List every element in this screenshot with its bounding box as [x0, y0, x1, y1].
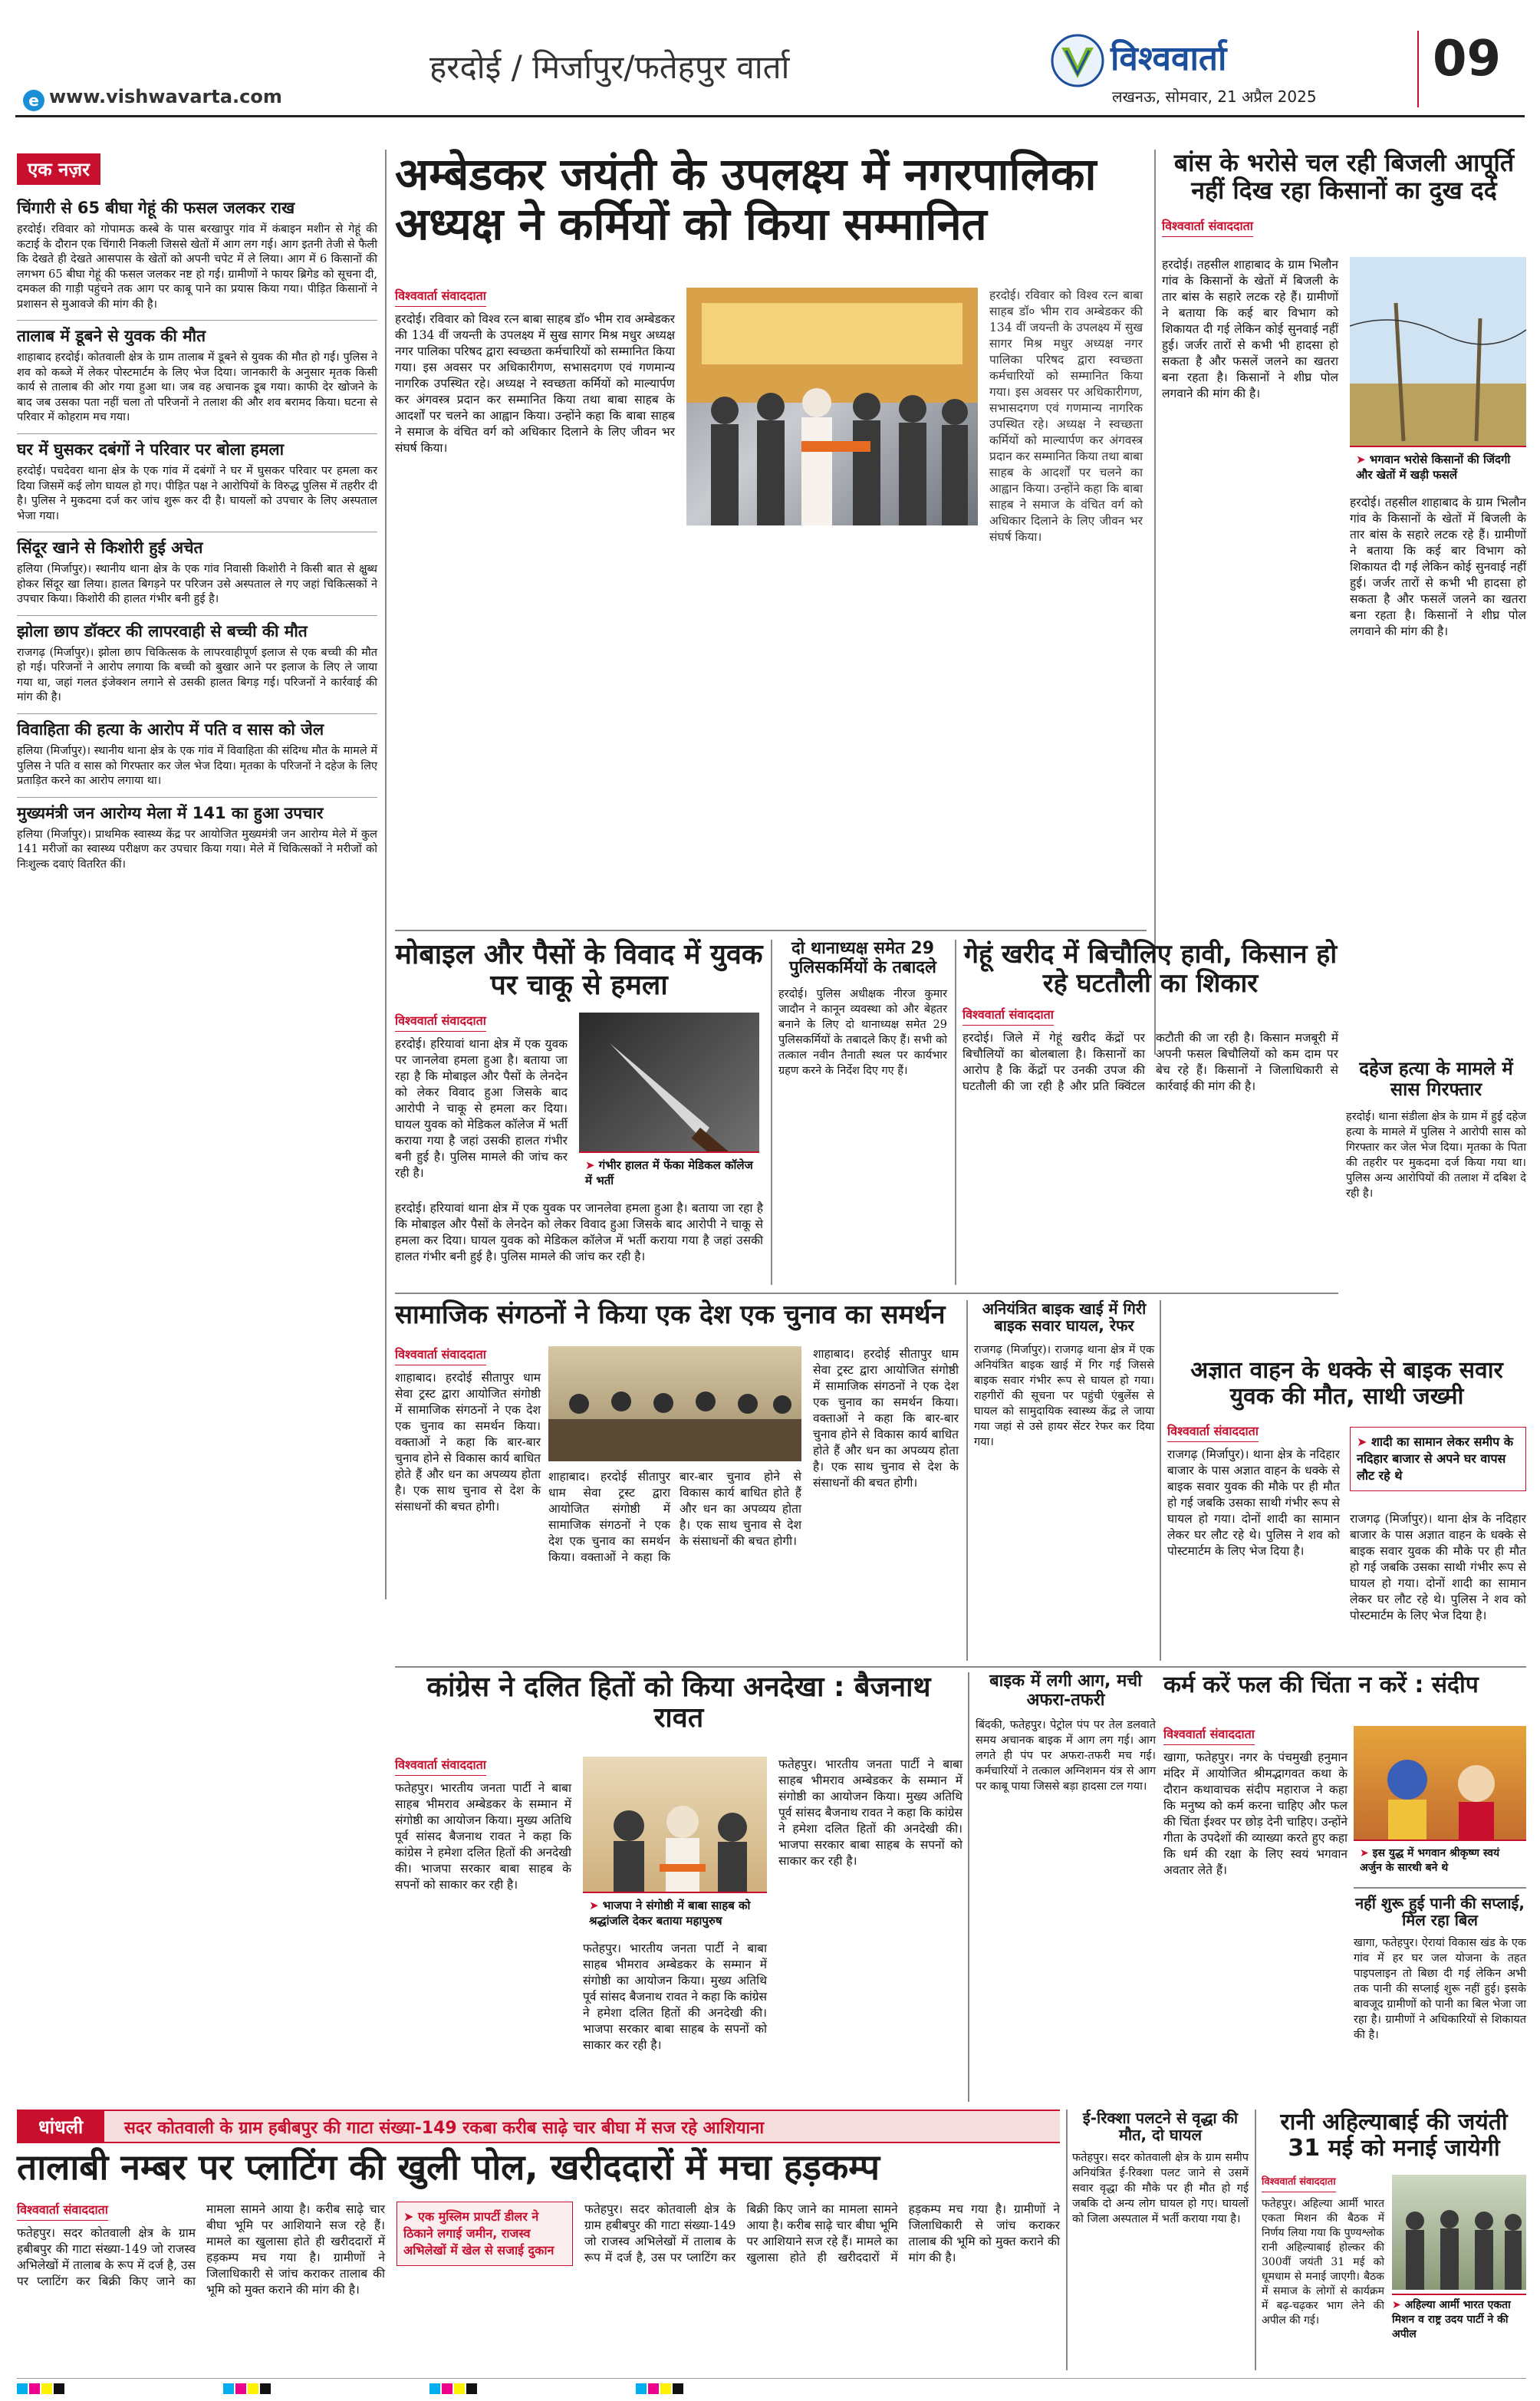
caption-marker-icon: ➤ [1356, 453, 1370, 466]
meeting-photo-icon [548, 1346, 801, 1461]
print-registration-bar [17, 2378, 1526, 2396]
brief-body: हलिया (मिर्जापुर)। स्थानीय थाना क्षेत्र के एक गांव निवासी किशोरी ने किसी बात से क्षुब्ध होकर सिंदूर खा लिया। हालत बिगड़ने पर परिजन उसे अस्पताल ले गए जहां चिकित्सकों ने उपचार किया। किशोरी की हालत गंभीर बनी हुई है। [17, 563, 377, 606]
lead-body-col2 [989, 288, 1143, 917]
bike-ditch-headline: अनियंत्रित बाइक खाई में गिरी बाइक सवार घायल, रेफर [982, 1299, 1147, 1336]
congress-photo [583, 1757, 767, 1933]
lead-body-continued: हरदोई। रविवार को विश्व रत्न बाबा साहब डॉ० भीम राव अम्बेडकर की 134 वीं जयन्ती के उपलक्ष्य में सुख सागर मिश्र मधुर अध्यक्ष नगर पालिका परिषद द्वारा स्वच्छता कर्मचारियों को सम्मानित किया गया। इस अवसर पर अधिकारीगण, सभासदगण एवं गणमान्य नागरिक उपस्थित रहे। अध्यक्ष ने स्वच्छता कर्मियों को माल्यार्पण कर अंगवस्त्र प्रदान कर सम्मानित किया तथा बाबा साहब के आदर्शों पर चलने का आह्वान किया। उन्होंने कहा कि बाबा साहब ने समाज के वंचित वर्ग को अधिकार दिलाने के लिए जीवन भर संघर्ष किया। [989, 288, 1143, 544]
group-photo-icon [1392, 2175, 1526, 2290]
congress-byline: विश्ववार्ता संवाददाता [395, 1757, 486, 1776]
banner-tag: धांधली [17, 2111, 104, 2142]
transfer-headline: दो थानाध्यक्ष समेत 29 पुलिसकर्मियों के तबादले [789, 939, 936, 977]
unknown-vehicle-byline: विश्ववार्ता संवाददाता [1167, 1423, 1259, 1442]
election-body: विश्ववार्ता संवाददाता शाहाबाद। हरदोई सीतापुर धाम सेवा ट्रस्ट द्वारा आयोजित संगोष्ठी में सामाजिक संगठनों ने एक देश एक चुनाव का समर्थन किया। वक्ताओं ने कहा कि बार-बार चुनाव होने से विकास कार्य बाधित होते हैं और धन का अपव्यय होता है। एक साथ चुनाव से देश के संसाधनों की बचत होगी। [395, 1347, 541, 1513]
congress-body-col2: फतेहपुर। भारतीय जनता पार्टी ने बाबा साहब भीमराव अम्बेडकर के सम्मान में संगोष्ठी का आयोजन किया। मुख्य अतिथि पूर्व सांसद बैजनाथ रावत ने कहा कि कांग्रेस ने हमेशा दलित हितों की अनदेखी की। भाजपा सरकार बाबा साहब के सपनों को साकार कर रही है। [583, 1942, 767, 2052]
banner-subhead: सदर कोतवाली के ग्राम हबीबपुर की गाटा संख्या-149 रकबा करीब साढ़े चार बीघा में सज रहे आशियाना [124, 2119, 765, 2138]
page-number: 09 [1433, 31, 1502, 87]
ie-globe-icon: e [23, 90, 44, 111]
karma-caption: ➤ इस युद्ध में भगवान श्रीकृष्ण स्वयं अर्जुन के सारथी बने थे [1354, 1839, 1526, 1879]
bottom-banner [17, 2110, 1060, 2143]
unknown-vehicle-callout: ➤ शादी का सामान लेकर समीप के नदिहार बाजार से अपने घर वापस लौट रहे थे [1350, 1427, 1526, 1491]
brief-body: हरदोई। पचदेवरा थाना क्षेत्र के एक गांव में दबंगों ने घर में घुसकर परिवार पर हमला कर दिया जिसमें कई लोग घायल हो गए। पीड़ित पक्ष ने आरोपियों के विरुद्ध पुलिस में तहरीर दी है। पुलिस ने मुकदमा दर्ज कर जांच शुरू कर दी है। घायलों को उपचार के लिए अस्पताल भेजा गया। [17, 465, 377, 522]
wheat-byline: विश्ववार्ता संवाददाता [962, 1006, 1054, 1026]
bamboo-headline: बांस के भरोसे चल रही बिजली आपूर्ति नहीं दिख रहा किसानों का दुख दर्द [1173, 148, 1515, 205]
ceremony-photo-icon [686, 288, 978, 525]
unknown-vehicle-body-col2: राजगढ़ (मिर्जापुर)। थाना क्षेत्र के नदिहार बाजार के पास अज्ञात वाहन के धक्के से बाइक सवार युवक की मौके पर ही मौत हो गई जबकि उसका साथी गंभीर रूप से घायल हो गया। दोनों शादी का सामान लेकर घर लौट रहे थे। पुलिस ने शव को पोस्टमार्टम के लिए भेज दिया है। [1350, 1512, 1526, 1622]
transfer-story [778, 940, 947, 1285]
dowry-headline: दहेज हत्या के मामले में सास गिरफ्तार [1359, 1058, 1513, 1100]
wheat-headline: गेहूं खरीद में बिचौलिए हावी, किसान हो रहे घटतौली का शिकार [963, 939, 1338, 1000]
karma-byline: विश्ववार्ता संवाददाता [1163, 1726, 1255, 1745]
wheat-body: हरदोई। जिले में गेहूं खरीद केंद्रों पर बिचौलियों का बोलबाला है। किसानों का आरोप है कि केंद्रों पर उनकी उपज की घटतौली की जा रही है और प्रति क्विंटल कटौती की जा रही है। किसान मजबूरी में अपनी फसल बिचौलियों को कम दाम पर बेच रहे हैं। किसानों ने जिलाधिकारी से कार्रवाई की मांग की है। [962, 1031, 1338, 1094]
lead-byline: विश्ववार्ता संवाददाता [395, 288, 486, 307]
lead-body-col1 [395, 288, 675, 917]
page-header [0, 0, 1540, 123]
caption-marker-icon: ➤ [589, 1899, 603, 1912]
plotting-sidebox: ➤ एक मुस्लिम प्रापर्टी डीलर ने ठिकाने लगाई जमीन, राजस्व अभिलेखों में खेल से सजाई दुकान [397, 2202, 573, 2266]
brief-body: हलिया (मिर्जापुर)। स्थानीय थाना क्षेत्र के एक गांव में विवाहिता की संदिग्ध मौत के मामले में पुलिस ने पति व सास को गिरफ्तार कर जेल भेज दिया। मृतका के परिजनों ने दहेज के लिए प्रताड़ित करने का आरोप लगाया था। [17, 745, 377, 788]
congress-body: विश्ववार्ता संवाददाता फतेहपुर। भारतीय जनता पार्टी ने बाबा साहब भीमराव अम्बेडकर के सम्मान में संगोष्ठी का आयोजन किया। मुख्य अतिथि पूर्व सांसद बैजनाथ रावत ने कहा कि कांग्रेस ने हमेशा दलित हितों की अनदेखी की। भाजपा सरकार बाबा साहब के सपनों को साकार कर रही है। [395, 1757, 571, 1892]
ahilya-photo [1392, 2175, 1526, 2290]
erickshaw-story [1072, 2110, 1249, 2370]
unknown-vehicle-headline: अज्ञात वाहन के धक्के से बाइक सवार युवक की मौत, साथी जख्मी [1190, 1357, 1503, 1410]
election-body-col3: शाहाबाद। हरदोई सीतापुर धाम सेवा ट्रस्ट द्वारा आयोजित संगोष्ठी में सामाजिक संगठनों ने एक देश एक चुनाव का समर्थन किया। वक्ताओं ने कहा कि बार-बार चुनाव होने से विकास कार्य बाधित होते हैं और धन का अपव्यय होता है। एक साथ चुनाव से देश के संसाधनों की बचत होगी। [813, 1347, 959, 1490]
mobile-body-text: हरदोई। हरियावां थाना क्षेत्र में एक युवक पर जानलेवा हमला हुआ है। बताया जा रहा है कि मोबाइल और पैसों के लेनदेन को लेकर विवाद हुआ जिसके बाद आरोपी ने चाकू से हमला कर दिया। घायल युवक को मेडिकल कॉलेज में भर्ती कराया गया है जहां उसकी हालत गंभीर बनी हुई है। पुलिस मामले की जांच कर रही है। [395, 1037, 568, 1180]
plotting-headline: तालाबी नम्बर पर प्लाटिंग की खुली पोल, खरीददारों में मचा हड़कम्प [17, 2146, 880, 2188]
lead-photo [686, 288, 978, 525]
bamboo-byline: विश्ववार्ता संवाददाता [1162, 217, 1253, 237]
election-body-col2: शाहाबाद। हरदोई सीतापुर धाम सेवा ट्रस्ट द्वारा आयोजित संगोष्ठी में सामाजिक संगठनों ने एक देश एक चुनाव का समर्थन किया। वक्ताओं ने कहा कि बार-बार चुनाव होने से विकास कार्य बाधित होते हैं और धन का अपव्यय होता है। एक साथ चुनाव से देश के संसाधनों की बचत होगी। [548, 1470, 801, 1564]
election-byline: विश्ववार्ता संवाददाता [395, 1346, 486, 1365]
brief-headline: तालाब में डूबने से युवक की मौत [17, 320, 377, 346]
water-body: खागा, फतेहपुर। ऐरायां विकास खंड के एक गांव में हर घर जल योजना के तहत पाइपलाइन तो बिछा दी गई लेकिन अभी तक पानी की सप्लाई शुरू नहीं हुई। इसके बावजूद ग्रामीणों को पानी का बिल भेजा जा रहा है। ग्रामीणों ने अधिकारियों से शिकायत की है। [1354, 1936, 1526, 2041]
caption-marker-icon: ➤ [1360, 1847, 1373, 1859]
unknown-vehicle-story-main [1167, 1358, 1526, 1703]
ahilya-story [1262, 2110, 1526, 2370]
water-headline: नहीं शुरू हुई पानी की सप्लाई, मिल रहा बिल [1355, 1894, 1525, 1930]
mobile-story-continued: हरदोई। हरियावां थाना क्षेत्र में एक युवक पर जानलेवा हमला हुआ है। बताया जा रहा है कि मोबाइल और पैसों के लेनदेन को लेकर विवाद हुआ जिसके बाद आरोपी ने चाकू से हमला कर दिया। घायल युवक को मेडिकल कॉलेज में भर्ती कराया गया है जहां उसकी हालत गंभीर बनी हुई है। पुलिस मामले की जांच कर रही है। [395, 1201, 763, 1263]
brief-body: हलिया (मिर्जापुर)। प्राथमिक स्वास्थ्य केंद्र पर आयोजित मुख्यमंत्री जन आरोग्य मेले में कुल 141 मरीजों का स्वास्थ्य परीक्षण कर उपचार किया गया। मेले में चिकित्सकों ने मरीजों को निःशुल्क दवाएं वितरित कीं। [17, 828, 377, 871]
bamboo-caption: ➤ भगवान भरोसे किसानों की जिंदगी और खेतों में खड़ी फसलें [1350, 446, 1526, 487]
brief-headline: मुख्यमंत्री जन आरोग्य मेला में 141 का हुआ उपचार [17, 797, 377, 823]
bike-ditch-body: राजगढ़ (मिर्जापुर)। राजगढ़ थाना क्षेत्र में एक अनियंत्रित बाइक खाई में गिर गई जिससे बाइक सवार गंभीर रूप से घायल हो गया। राहगीरों की सूचना पर पहुंची एंबुलेंस से घायल को सामुदायिक स्वास्थ्य केंद्र ले जाया गया जहां से उसे हायर सेंटर रेफर कर दिया गया। [974, 1343, 1154, 1448]
plotting-body-col3: फतेहपुर। सदर कोतवाली क्षेत्र के ग्राम हबीबपुर की गाटा संख्या-149 जो राजस्व अभिलेखों में तालाब के रूप में दर्ज है, उस पर प्लाटिंग कर बिक्री किए जाने का मामला सामने आया है। करीब साढ़े चार बीघा भूमि पर आशियाने सज रहे हैं। मामले का खुलासा होते ही खरीददारों में हड़कम्प मच गया है। ग्रामीणों ने जिलाधिकारी से जांच कराकर तालाब की भूमि को मुक्त कराने की मांग की है। [584, 2202, 1060, 2264]
ahilya-caption: ➤ अहिल्या आर्मी भारत एकता मिशन व राष्ट्र उदय पार्टी ने की अपील [1392, 2294, 1526, 2342]
bamboo-body: हरदोई। तहसील शाहाबाद के ग्राम भिलौन गांव के किसानों के खेतों में बिजली के तार बांस के सहारे लटक रहे हैं। ग्रामीणों ने बताया कि कई बार विभाग को शिकायत दी गई लेकिन कोई सुनवाई नहीं हुई। जर्जर तारों से कभी भी हादसा हो सकता है और फसलें जलने का खतरा बना रहता है। किसानों ने शीघ्र पोल लगवाने की मांग की है। [1162, 258, 1338, 400]
knife-caption: ➤ गंभीर हालत में फेंका मेडिकल कॉलेज में भर्ती [579, 1151, 759, 1193]
karma-headline: कर्म करें फल की चिंता न करें : संदीप [1163, 1671, 1479, 1698]
brief-body: शाहाबाद हरदोई। कोतवाली क्षेत्र के ग्राम तालाब में डूबने से युवक की मौत हो गई। पुलिस ने शव को कब्जे में लेकर पोस्टमार्टम के लिए भेज दिया। जानकारी के अनुसार मृतक किसी कार्य से तालाब की ओर गया हुआ था। जब वह अचानक डूब गया। काफी देर खोजने के बाद जब उसका पता नहीं चला तो परिजनों ने तलाश की और शव बरामद किया। घटना से परिवार में कोहराम मच गया। [17, 351, 377, 424]
mobile-body [395, 1013, 568, 1200]
mobile-byline: विश्ववार्ता संवाददाता [395, 1013, 486, 1032]
election-story [395, 1300, 959, 1661]
website-url[interactable]: e www.vishwavarta.com [23, 86, 282, 111]
congress-body-col3: फतेहपुर। भारतीय जनता पार्टी ने बाबा साहब भीमराव अम्बेडकर के सम्मान में संगोष्ठी का आयोजन किया। मुख्य अतिथि पूर्व सांसद बैजनाथ रावत ने कहा कि कांग्रेस ने हमेशा दलित हितों की अनदेखी की। भाजपा सरकार बाबा साहब के सपनों को साकार कर रही है। [778, 1757, 962, 1868]
section-title: हरदोई / मिर्जापुर/फतेहपुर वार्ता [429, 48, 790, 86]
bamboo-story [1162, 150, 1526, 786]
brand-logo-icon [1051, 34, 1104, 87]
fire-headline: बाइक में लगी आग, मची अफरा-तफरी [989, 1671, 1142, 1710]
fire-body: बिंदकी, फतेहपुर। पेट्रोल पंप पर तेल डलवाते समय अचानक बाइक में आग लग गई। आग लगते ही पंप पर अफरा-तफरी मच गई। कर्मचारियों ने तत्काल अग्निशमन यंत्र से आग पर काबू पाया जिससे बड़ा हादसा टल गया। [976, 1719, 1156, 1793]
election-photo [548, 1346, 801, 1461]
karma-body: विश्ववार्ता संवाददाता खागा, फतेहपुर। नगर के पंचमुखी हनुमान मंदिर में आयोजित श्रीमद्भागवत कथा के दौरान कथावाचक संदीप महाराज ने कहा कि मनुष्य को कर्म करना चाहिए और फल की चिंता ईश्वर पर छोड़ देनी चाहिए। उन्होंने गीता के उपदेशों की व्याख्या करते हुए कहा कि धर्म की रक्षा के लिए स्वयं भगवान अवतार लेते हैं। [1163, 1727, 1348, 1877]
lead-headline: अम्बेडकर जयंती के उपलक्ष्य में नगरपालिका अध्यक्ष ने कर्मियों को किया सम्मानित [395, 148, 1097, 250]
brief-body: राजगढ़ (मिर्जापुर)। झोला छाप चिकित्सक के लापरवाहीपूर्ण इलाज से एक बच्ची की मौत हो गई। परिजनों ने आरोप लगाया कि बच्ची को बुखार आने पर इलाज के लिए ले जाया गया था, जहां गलत इंजेक्शन लगाने से उसकी हालत बिगड़ गई। परिजनों ने कार्रवाई की मांग की है। [17, 646, 377, 704]
bamboo-body-col2: हरदोई। तहसील शाहाबाद के ग्राम भिलौन गांव के किसानों के खेतों में बिजली के तार बांस के सहारे लटक रहे हैं। ग्रामीणों ने बताया कि कई बार विभाग को शिकायत दी गई लेकिन कोई सुनवाई नहीं हुई। जर्जर तारों से कभी भी हादसा हो सकता है और फसलें जलने का खतरा बना रहता है। किसानों ने शीघ्र पोल लगवाने की मांग की है। [1350, 496, 1526, 638]
mobile-headline: मोबाइल और पैसों के विवाद में युवक पर चाकू से हमला [395, 939, 763, 1002]
ek-nazar-column [17, 153, 377, 1596]
ek-nazar-label: एक नज़र [17, 153, 100, 185]
election-headline: सामाजिक संगठनों ने किया एक देश एक चुनाव का समर्थन [395, 1299, 946, 1330]
plotting-body: विश्ववार्ता संवाददाता फतेहपुर। सदर कोतवाली क्षेत्र के ग्राम हबीबपुर की गाटा संख्या-149 जो राजस्व अभिलेखों में तालाब के रूप में दर्ज है, उस पर प्लाटिंग कर बिक्री किए जाने का मामला सामने आया है। करीब साढ़े चार बीघा भूमि पर आशियाने सज रहे हैं। मामले का खुलासा होते ही खरीददारों में हड़कम्प मच गया है। ग्रामीणों ने जिलाधिकारी से जांच कराकर तालाब की भूमि को मुक्त कराने की मांग की है। [17, 2202, 385, 2297]
unknown-vehicle-body: विश्ववार्ता संवाददाता राजगढ़ (मिर्जापुर)। थाना क्षेत्र के नदिहार बाजार के पास अज्ञात वाहन के धक्के से बाइक सवार युवक की मौके पर ही मौत हो गई जबकि उसका साथी गंभीर रूप से घायल हो गया। दोनों शादी का सामान लेकर घर लौट रहे थे। पुलिस ने शव को पोस्टमार्टम के लिए भेज दिया है। [1167, 1424, 1340, 1558]
sidebox-marker-icon: ➤ [403, 2209, 418, 2224]
dowry-body: हरदोई। थाना संडीला क्षेत्र के ग्राम में हुई दहेज हत्या के मामले में पुलिस ने आरोपी सास को गिरफ्तार कर जेल भेज दिया। मृतका के पिता की तहरीर पर मुकदमा दर्ज किया गया था। पुलिस अन्य आरोपियों की तलाश में दबिश दे रही है। [1346, 1110, 1526, 1200]
mobile-story [395, 940, 763, 1200]
congress-story [395, 1672, 962, 2102]
brief-headline: सिंदूर खाने से किशोरी हुई अचेत [17, 532, 377, 558]
ahilya-body: विश्ववार्ता संवाददाता फतेहपुर। अहिल्या आर्मी भारत एकता मिशन की बैठक में निर्णय लिया गया कि पुण्यश्लोक रानी अहिल्याबाई होल्कर की 300वीं जयंती 31 मई को धूमधाम से मनाई जाएगी। बैठक में समाज के लोगों से कार्यक्रम में बढ़-चढ़कर भाग लेने की अपील की गई। [1262, 2176, 1384, 2327]
callout-marker-icon: ➤ [1357, 1434, 1371, 1449]
lead-story [395, 150, 1147, 924]
caption-marker-icon: ➤ [585, 1158, 599, 1172]
caption-marker-icon: ➤ [1392, 2299, 1405, 2311]
issue-dateline: लखनऊ, सोमवार, 21 अप्रैल 2025 [1112, 87, 1317, 106]
brief-headline: चिंगारी से 65 बीघा गेहूं की फसल जलकर राख [17, 199, 295, 217]
brief-body: हरदोई। रविवार को गोपामऊ कस्बे के पास बरखापुर गांव में कंबाइन मशीन से गेहूं की कटाई के दौरान एक चिंगारी निकली जिससे खेतों में आग लग गई। आग इतनी तेजी से फैली कि देखते ही देखते आसपास के खेतों को अपनी चपेट में ले लिया। आग में 6 किसानों की लगभग 65 बीघा गेहूं की फसल जलकर नष्ट हो गई। ग्रामीणों ने फायर ब्रिगेड को सूचना दी, दमकल की गाड़ी पहुंचने तक आग पर काबू पाने का प्रयास किया गया। पीड़ित किसानों ने प्रशासन से मुआवजे की मांग की है। [17, 223, 377, 311]
congress-headline: कांग्रेस ने दलित हितों को किया अनदेखा : बैजनाथ रावत [426, 1671, 931, 1734]
plotting-story [17, 2148, 1060, 2370]
congress-caption: ➤ भाजपा ने संगोष्ठी में बाबा साहब को श्रद्धांजलि देकर बताया महापुरुष [583, 1892, 767, 1933]
erickshaw-body: फतेहपुर। सदर कोतवाली क्षेत्र के ग्राम समीप अनियंत्रित ई-रिक्शा पलट जाने से उसमें सवार वृद्धा की मौके पर ही मौत हो गई जबकि दो अन्य लोग घायल हो गए। घायलों को जिला अस्पताल में भर्ती कराया गया है। [1072, 2151, 1249, 2225]
transfer-body: हरदोई। पुलिस अधीक्षक नीरज कुमार जादौन ने कानून व्यवस्था को और बेहतर बनाने के लिए दो थानाध्यक्ष समेत 29 पुलिसकर्मियों के तबादले किए हैं। सभी को तत्काल नवीन तैनाती स्थल पर कार्यभार ग्रहण करने के निर्देश दिए गए हैं। [778, 988, 947, 1078]
lead-body-text: हरदोई। रविवार को विश्व रत्न बाबा साहब डॉ० भीम राव अम्बेडकर की 134 वीं जयन्ती के उपलक्ष्य में सुख सागर मिश्र मधुर अध्यक्ष नगर पालिका परिषद द्वारा स्वच्छता कर्मचारियों को सम्मानित किया गया। इस अवसर पर अधिकारीगण, सभासदगण एवं गणमान्य नागरिक उपस्थित रहे। अध्यक्ष ने स्वच्छता कर्मियों को माल्यार्पण कर अंगवस्त्र प्रदान कर सम्मानित किया तथा बाबा साहब के आदर्शों पर चलने का आह्वान किया। उन्होंने कहा कि बाबा साहब ने समाज के वंचित वर्ग को अधिकार दिलाने के लिए जीवन भर संघर्ष किया। [395, 312, 675, 455]
ahilya-headline: रानी अहिल्याबाई की जयंती 31 मई को मनाई जायेगी [1280, 2109, 1508, 2162]
water-story [1354, 1895, 1526, 2102]
brand-name: विश्ववार्ता [1111, 39, 1227, 78]
knife-photo [579, 1013, 759, 1193]
brief-headline: विवाहिता की हत्या के आरोप में पति व सास को जेल [17, 713, 377, 739]
brief-headline: झोला छाप डॉक्टर की लापरवाही से बच्ची की मौत [17, 615, 377, 641]
erickshaw-headline: ई-रिक्शा पलटने से वृद्धा की मौत, दो घायल [1082, 2109, 1239, 2145]
header-divider [1417, 31, 1419, 107]
brief-headline: घर में घुसकर दबंगों ने परिवार पर बोला हमला [17, 433, 377, 459]
dowry-story [1346, 1059, 1526, 1350]
wheat-story [962, 940, 1338, 1285]
bamboo-photo [1350, 257, 1526, 487]
karma-photo [1354, 1726, 1526, 1879]
plotting-byline: विश्ववार्ता संवाददाता [17, 2202, 108, 2221]
bike-ditch-story [974, 1300, 1154, 1661]
fire-story [976, 1672, 1156, 2102]
ahilya-byline: विश्ववार्ता संवाददाता [1262, 2175, 1336, 2192]
